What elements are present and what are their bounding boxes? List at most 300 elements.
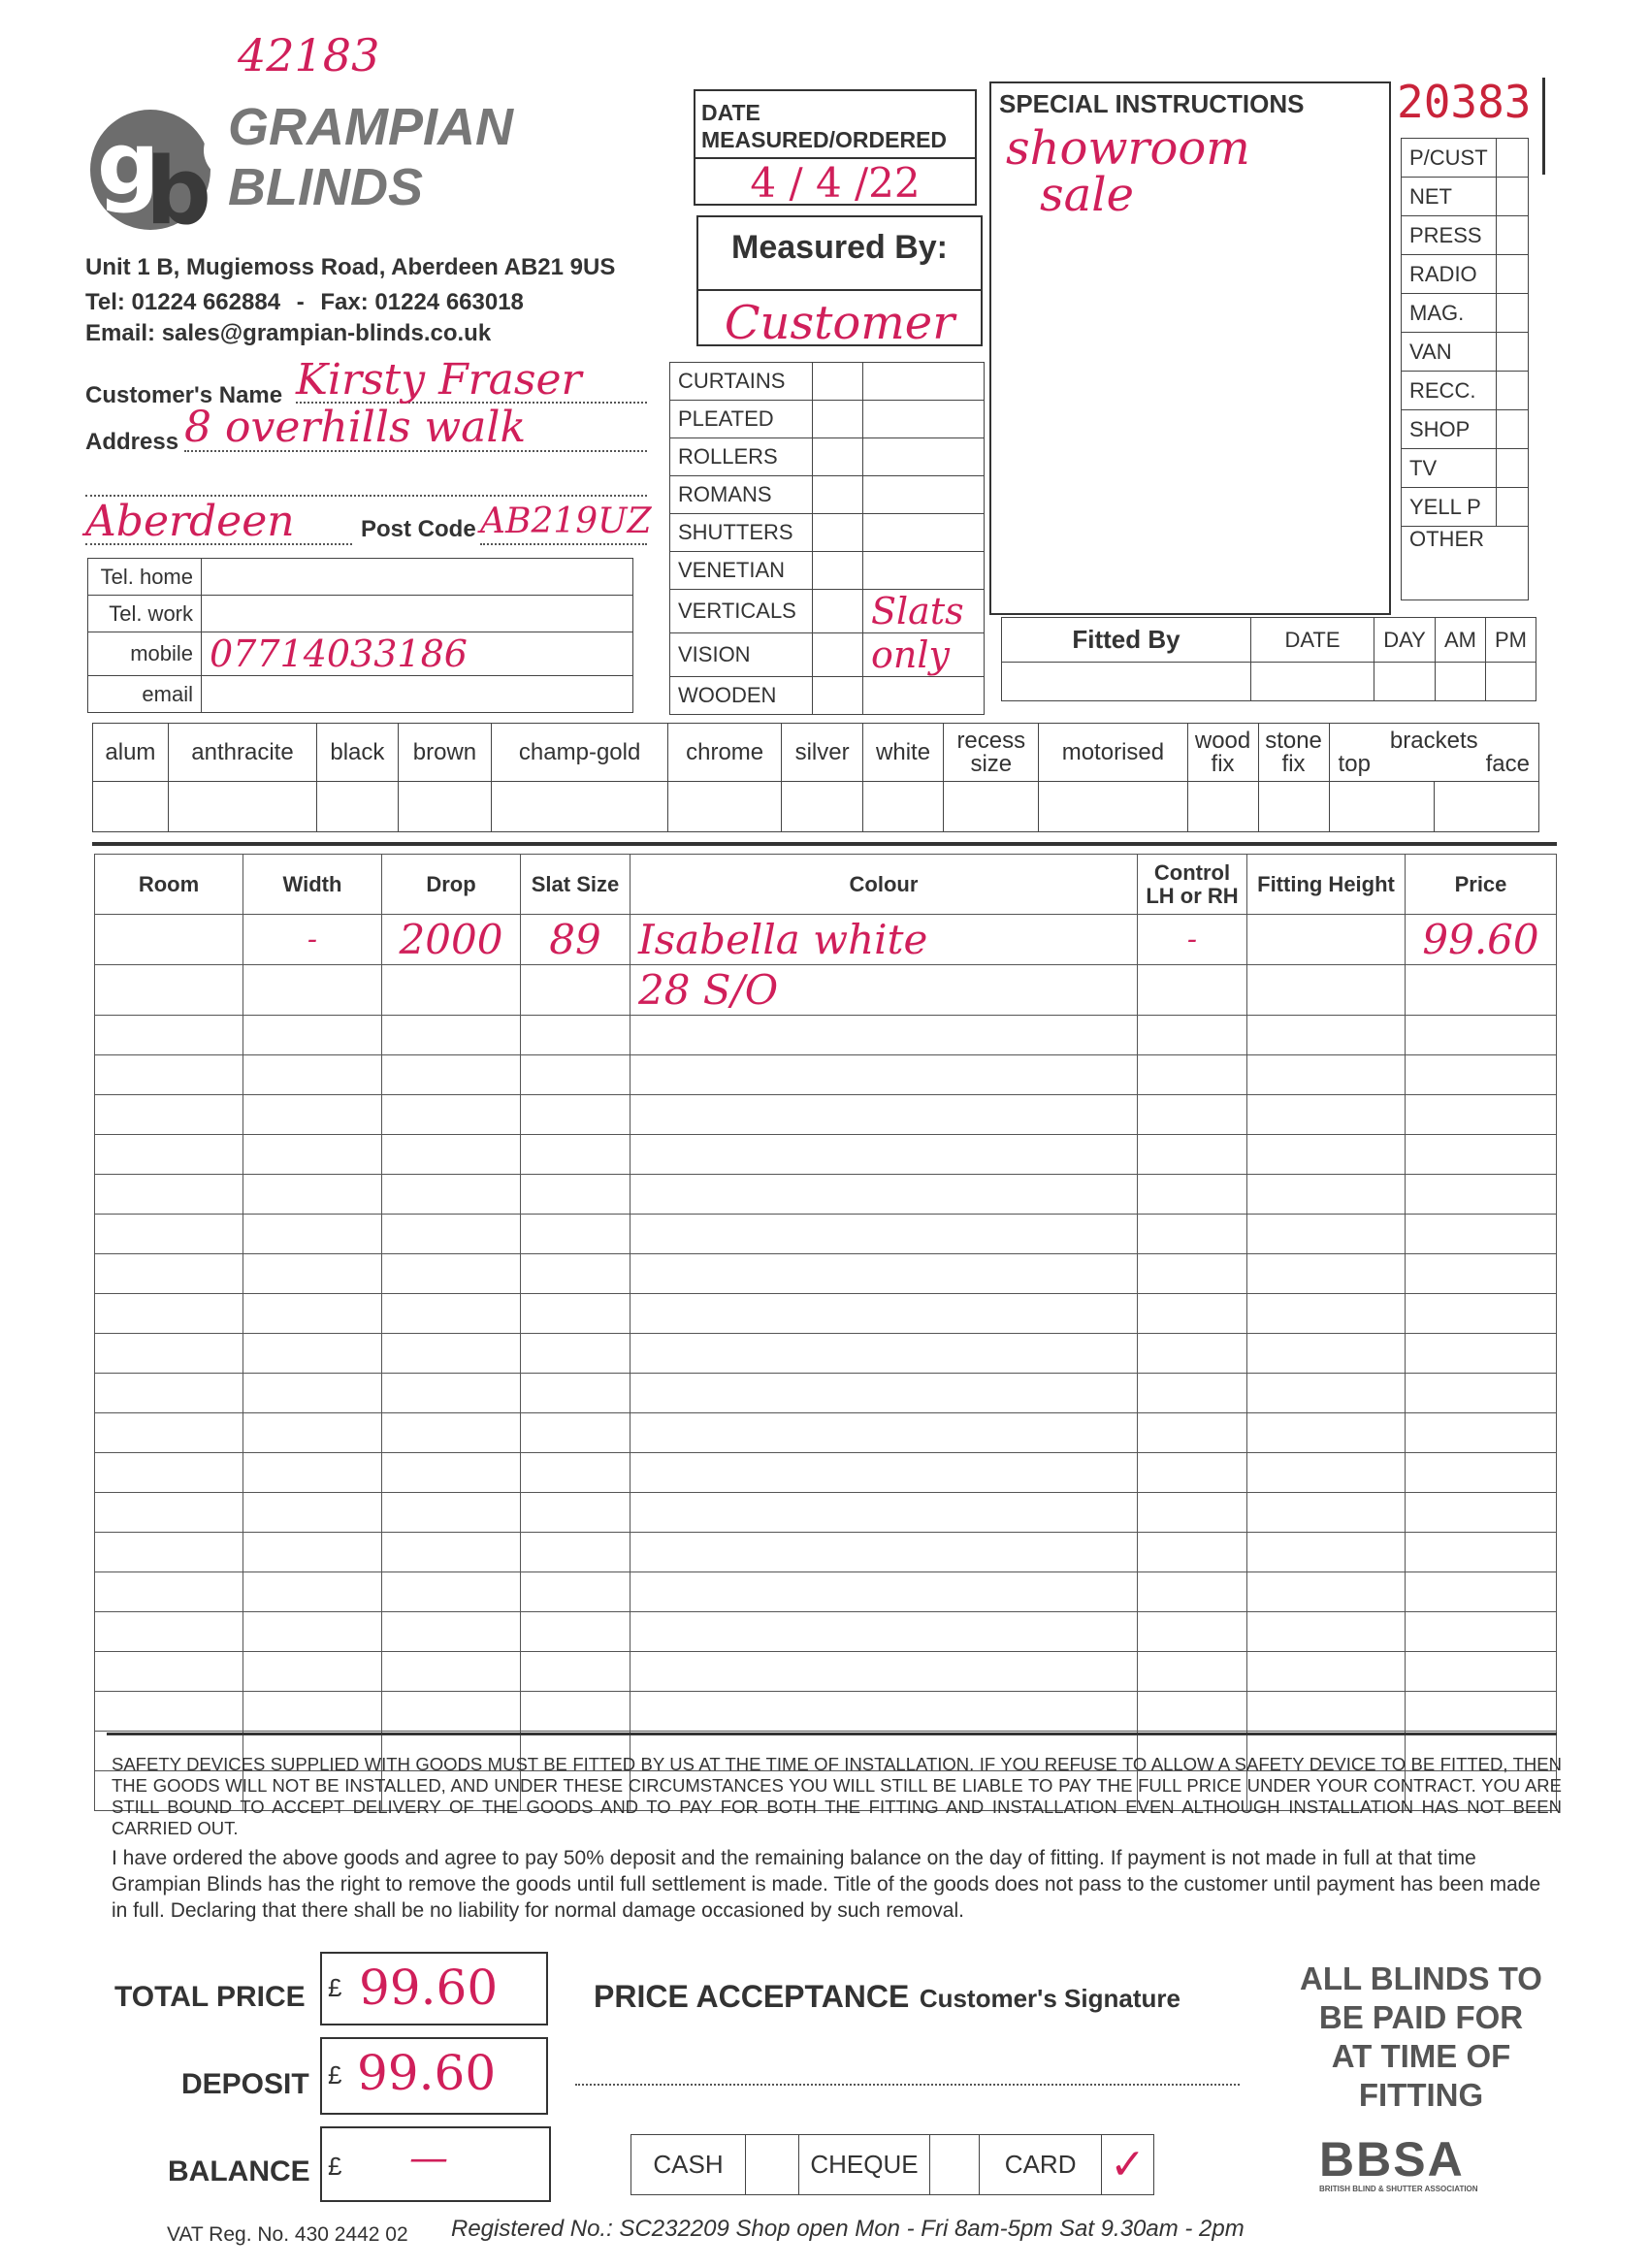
source-checkbox[interactable] xyxy=(1496,178,1528,216)
cell-control[interactable] xyxy=(1138,965,1247,1016)
cell[interactable] xyxy=(1247,1294,1406,1334)
cell[interactable] xyxy=(1247,1016,1406,1055)
cell[interactable] xyxy=(1406,1254,1557,1294)
cell[interactable] xyxy=(521,1692,630,1732)
cell[interactable] xyxy=(521,1374,630,1413)
finish-checkbox[interactable] xyxy=(782,782,862,832)
cell[interactable] xyxy=(1406,1175,1557,1215)
finish-checkbox[interactable] xyxy=(667,782,781,832)
cell[interactable] xyxy=(521,1572,630,1612)
product-note-1: Slats xyxy=(863,590,985,633)
col-width: Width xyxy=(243,855,382,915)
cell-room[interactable] xyxy=(95,915,243,965)
cell[interactable] xyxy=(243,1055,382,1095)
finish-option: brown xyxy=(398,724,492,782)
cell-fitting[interactable] xyxy=(1247,965,1406,1016)
cell[interactable] xyxy=(95,1016,243,1055)
cell[interactable] xyxy=(243,1135,382,1175)
special-instructions-box xyxy=(989,81,1391,615)
cell[interactable] xyxy=(382,1095,521,1135)
phone-table xyxy=(87,558,633,713)
finish-checkbox[interactable] xyxy=(398,782,492,832)
finish-checkbox[interactable] xyxy=(1329,782,1434,832)
finish-checkbox[interactable] xyxy=(944,782,1039,832)
cell[interactable] xyxy=(243,1533,382,1572)
total-field[interactable] xyxy=(320,1952,548,2025)
cell-width[interactable]: - xyxy=(243,915,382,965)
cell[interactable] xyxy=(95,1055,243,1095)
balance-value: — xyxy=(409,2136,448,2181)
cell[interactable] xyxy=(521,1493,630,1533)
special-instructions-label: SPECIAL INSTRUCTIONS xyxy=(999,89,1305,118)
cell-slat[interactable] xyxy=(521,965,630,1016)
cell[interactable] xyxy=(1406,1692,1557,1732)
cell[interactable] xyxy=(243,1016,382,1055)
cell[interactable] xyxy=(1247,1215,1406,1254)
cell[interactable] xyxy=(1138,1095,1247,1135)
finish-checkbox[interactable] xyxy=(168,782,316,832)
cell[interactable] xyxy=(243,1334,382,1374)
phone-label: Tel. work xyxy=(88,596,202,632)
cell[interactable] xyxy=(95,1533,243,1572)
finish-option: white xyxy=(862,724,943,782)
cell[interactable] xyxy=(1406,1215,1557,1254)
cell[interactable] xyxy=(243,1612,382,1652)
finish-motorised: motorised xyxy=(1039,724,1187,782)
phone-field[interactable] xyxy=(202,676,633,713)
cell[interactable] xyxy=(1138,1413,1247,1453)
cell[interactable] xyxy=(1247,1254,1406,1294)
cell[interactable] xyxy=(1138,1334,1247,1374)
cell[interactable] xyxy=(630,1135,1138,1175)
product-note-2: only xyxy=(863,633,985,677)
fitted-by-field[interactable] xyxy=(1002,663,1251,701)
product-item: WOODEN xyxy=(670,677,813,715)
address-label: Address xyxy=(85,429,179,455)
cash-checkbox[interactable] xyxy=(745,2135,798,2195)
cell[interactable] xyxy=(521,1016,630,1055)
fitted-am-field[interactable] xyxy=(1436,663,1486,701)
cell[interactable] xyxy=(521,1334,630,1374)
product-checkbox[interactable] xyxy=(813,363,863,401)
cell[interactable] xyxy=(1138,1652,1247,1692)
source-checkbox[interactable] xyxy=(1496,216,1528,255)
product-item: VERTICALS xyxy=(670,590,813,633)
cell[interactable] xyxy=(382,1572,521,1612)
cell[interactable] xyxy=(382,1016,521,1055)
measured-by-box xyxy=(696,215,983,350)
finish-checkbox[interactable] xyxy=(492,782,668,832)
finish-option: chrome xyxy=(667,724,781,782)
product-note-cell xyxy=(863,438,985,476)
cell[interactable] xyxy=(1247,1652,1406,1692)
cell[interactable] xyxy=(521,1135,630,1175)
cell[interactable] xyxy=(630,1652,1138,1692)
cell[interactable] xyxy=(95,1175,243,1215)
cell[interactable] xyxy=(630,1016,1138,1055)
cell[interactable] xyxy=(1138,1374,1247,1413)
col-room: Room xyxy=(95,855,243,915)
finish-checkbox[interactable] xyxy=(862,782,943,832)
table-top-rule xyxy=(92,842,1557,846)
product-checkbox[interactable] xyxy=(813,438,863,476)
cell[interactable] xyxy=(630,1334,1138,1374)
cell[interactable] xyxy=(95,1652,243,1692)
source-checkbox[interactable] xyxy=(1496,372,1528,410)
cell[interactable] xyxy=(1247,1572,1406,1612)
cell[interactable] xyxy=(382,1453,521,1493)
postcode-label: Post Code xyxy=(361,516,476,542)
cell[interactable] xyxy=(1138,1493,1247,1533)
cell[interactable] xyxy=(382,1374,521,1413)
source-checkbox[interactable] xyxy=(1496,333,1528,372)
product-checkbox[interactable] xyxy=(813,401,863,438)
cell[interactable] xyxy=(243,1215,382,1254)
cell[interactable] xyxy=(630,1572,1138,1612)
cell[interactable] xyxy=(1247,1334,1406,1374)
cell-colour-note[interactable]: 28 S/O xyxy=(630,965,1138,1016)
col-fitting: Fitting Height xyxy=(1247,855,1406,915)
cheque-checkbox[interactable] xyxy=(929,2135,979,2195)
cell[interactable] xyxy=(1138,1453,1247,1493)
cell[interactable] xyxy=(1138,1533,1247,1572)
table-row xyxy=(95,1692,1557,1732)
logo-line2: BLINDS xyxy=(228,158,423,216)
product-item: VENETIAN xyxy=(670,552,813,590)
cell[interactable] xyxy=(521,1533,630,1572)
company-phones xyxy=(85,289,524,316)
cell[interactable] xyxy=(521,1055,630,1095)
cell[interactable] xyxy=(521,1254,630,1294)
currency-symbol: £ xyxy=(328,2060,342,2090)
agreement-text: I have ordered the above goods and agree to pay 50% deposit and the remaining balance on the day of fitting. If payment is not made in full at that time Grampian Blinds has the right to remove the goods until full settlement is made. Title of the goods does not pass to the customer until payment has been made in full. Declaring that there shall be no liability for normal damage occasioned by such removal. xyxy=(112,1847,1541,1922)
cell[interactable] xyxy=(243,1294,382,1334)
fitted-by-label: Fitted By xyxy=(1002,618,1251,663)
cell[interactable] xyxy=(243,1095,382,1135)
source-checkbox[interactable] xyxy=(1496,255,1528,294)
payment-card: CARD xyxy=(980,2135,1102,2195)
table-row xyxy=(95,1016,1557,1055)
top-note: 42183 xyxy=(238,29,380,81)
col-drop: Drop xyxy=(382,855,521,915)
cell[interactable] xyxy=(521,1095,630,1135)
cell[interactable] xyxy=(382,1334,521,1374)
product-checkbox[interactable] xyxy=(813,552,863,590)
product-note-cell xyxy=(863,401,985,438)
cell[interactable] xyxy=(95,1692,243,1732)
table-row xyxy=(95,915,1557,965)
source-item: YELL P xyxy=(1402,488,1497,527)
deposit-field[interactable] xyxy=(320,2037,548,2115)
cell[interactable] xyxy=(95,1493,243,1533)
cell[interactable] xyxy=(243,1374,382,1413)
cell[interactable] xyxy=(521,1612,630,1652)
city-field[interactable] xyxy=(85,497,352,546)
cell[interactable] xyxy=(630,1493,1138,1533)
notice-line-1: ALL BLINDS TO xyxy=(1300,1960,1542,1996)
currency-symbol: £ xyxy=(328,1973,342,2002)
cell[interactable] xyxy=(630,1055,1138,1095)
cell[interactable] xyxy=(630,1374,1138,1413)
address-field-1[interactable] xyxy=(184,405,647,452)
source-checkbox[interactable] xyxy=(1496,410,1528,449)
product-checkbox[interactable] xyxy=(813,590,863,633)
product-checkbox[interactable] xyxy=(813,633,863,677)
payment-cash: CASH xyxy=(631,2135,746,2195)
cell[interactable] xyxy=(1406,1055,1557,1095)
cell[interactable] xyxy=(1406,1016,1557,1055)
cell[interactable] xyxy=(243,1413,382,1453)
cell-fitting[interactable] xyxy=(1247,915,1406,965)
source-checkbox[interactable] xyxy=(1496,294,1528,333)
product-note-cell xyxy=(863,363,985,401)
cell[interactable] xyxy=(95,1453,243,1493)
cell-slat[interactable]: 89 xyxy=(521,915,630,965)
postcode-field[interactable] xyxy=(480,500,652,545)
cell[interactable] xyxy=(243,1652,382,1692)
cell[interactable] xyxy=(1406,1294,1557,1334)
cell[interactable] xyxy=(630,1175,1138,1215)
product-item: PLEATED xyxy=(670,401,813,438)
cell[interactable] xyxy=(382,1135,521,1175)
cell[interactable] xyxy=(1247,1493,1406,1533)
cell[interactable] xyxy=(1138,1135,1247,1175)
cell[interactable] xyxy=(521,1413,630,1453)
phone-label: email xyxy=(88,676,202,713)
special-value-2: sale xyxy=(1040,168,1135,222)
cell[interactable] xyxy=(95,1334,243,1374)
cell[interactable] xyxy=(521,1294,630,1334)
cell[interactable] xyxy=(1247,1692,1406,1732)
finish-option: champ-gold xyxy=(492,724,668,782)
col-colour: Colour xyxy=(630,855,1138,915)
cell[interactable] xyxy=(382,1215,521,1254)
finish-brackets xyxy=(1329,724,1538,782)
cell[interactable] xyxy=(1406,1095,1557,1135)
product-checkbox[interactable] xyxy=(813,476,863,514)
fitted-date-label: DATE xyxy=(1251,618,1374,663)
cell[interactable] xyxy=(630,1413,1138,1453)
bbsa-logo xyxy=(1319,2134,1552,2193)
cell[interactable] xyxy=(382,1692,521,1732)
cell[interactable] xyxy=(1406,1572,1557,1612)
cell[interactable] xyxy=(382,1612,521,1652)
cell[interactable] xyxy=(630,1095,1138,1135)
cell[interactable] xyxy=(382,1294,521,1334)
cell[interactable] xyxy=(521,1652,630,1692)
cell[interactable] xyxy=(95,1215,243,1254)
source-checkbox[interactable] xyxy=(1496,449,1528,488)
order-number: 20383 xyxy=(1397,76,1532,128)
cell[interactable] xyxy=(243,1254,382,1294)
city-value: Aberdeen xyxy=(85,497,295,546)
cell-room[interactable] xyxy=(95,965,243,1016)
cell[interactable] xyxy=(1406,1453,1557,1493)
cell[interactable] xyxy=(1406,1493,1557,1533)
cell[interactable] xyxy=(95,1374,243,1413)
cell[interactable] xyxy=(1138,1215,1247,1254)
cell[interactable] xyxy=(1247,1453,1406,1493)
signature-line[interactable] xyxy=(575,2064,1240,2086)
cell[interactable] xyxy=(630,1533,1138,1572)
cell[interactable] xyxy=(1247,1095,1406,1135)
logo-mark-icon xyxy=(87,92,233,238)
fitted-pm-field[interactable] xyxy=(1486,663,1536,701)
cell[interactable] xyxy=(95,1413,243,1453)
product-checkbox[interactable] xyxy=(813,514,863,552)
phone-field[interactable]: 07714033186 xyxy=(202,632,633,676)
cell[interactable] xyxy=(630,1692,1138,1732)
cell[interactable] xyxy=(382,1175,521,1215)
cell[interactable] xyxy=(1247,1135,1406,1175)
source-checkbox[interactable] xyxy=(1496,139,1528,178)
cell[interactable] xyxy=(1247,1175,1406,1215)
balance-field[interactable] xyxy=(320,2126,551,2202)
cell-drop[interactable] xyxy=(382,965,521,1016)
finish-checkbox[interactable] xyxy=(1039,782,1187,832)
cell[interactable] xyxy=(1406,1135,1557,1175)
address-field-2[interactable] xyxy=(85,468,647,497)
bbsa-sub: BRITISH BLIND & SHUTTER ASSOCIATION xyxy=(1319,2185,1478,2193)
cell[interactable] xyxy=(1247,1533,1406,1572)
cell[interactable] xyxy=(1247,1612,1406,1652)
cell[interactable] xyxy=(95,1294,243,1334)
table-row xyxy=(95,1334,1557,1374)
cell[interactable] xyxy=(243,1572,382,1612)
fitted-date-field[interactable] xyxy=(1251,663,1374,701)
cell[interactable] xyxy=(1138,1572,1247,1612)
source-item: VAN xyxy=(1402,333,1497,372)
cell[interactable] xyxy=(1138,1055,1247,1095)
customer-name-label: Customer's Name xyxy=(85,382,283,408)
product-item: VISION xyxy=(670,633,813,677)
cell[interactable] xyxy=(1247,1374,1406,1413)
finish-checkbox[interactable] xyxy=(1258,782,1329,832)
cell[interactable] xyxy=(1138,1175,1247,1215)
source-item: TV xyxy=(1402,449,1497,488)
finish-checkbox[interactable] xyxy=(1434,782,1538,832)
col-slat: Slat Size xyxy=(521,855,630,915)
customer-name-field[interactable] xyxy=(296,355,647,405)
date-label-1: DATE xyxy=(701,100,760,125)
table-row xyxy=(95,1453,1557,1493)
cell-colour[interactable]: Isabella white xyxy=(630,915,1138,965)
finish-recess: recess size xyxy=(944,724,1039,782)
cell[interactable] xyxy=(1406,1334,1557,1374)
table-row xyxy=(95,1215,1557,1254)
finish-checkbox[interactable] xyxy=(317,782,398,832)
product-note-cell xyxy=(863,514,985,552)
cell[interactable] xyxy=(630,1294,1138,1334)
company-tel: Tel: 01224 662884 xyxy=(85,289,281,315)
source-item: SHOP xyxy=(1402,410,1497,449)
cell[interactable] xyxy=(1138,1612,1247,1652)
cell[interactable] xyxy=(95,1572,243,1612)
cell[interactable] xyxy=(630,1612,1138,1652)
finish-option: silver xyxy=(782,724,862,782)
table-row xyxy=(95,1294,1557,1334)
cell[interactable] xyxy=(243,1175,382,1215)
date-value: 4 / 4 /22 xyxy=(750,159,921,207)
cell[interactable] xyxy=(243,1453,382,1493)
finish-checkbox[interactable] xyxy=(93,782,169,832)
cell-price[interactable] xyxy=(1406,965,1557,1016)
cell-price[interactable]: 99.60 xyxy=(1406,915,1557,965)
phone-label: mobile xyxy=(88,632,202,676)
cell[interactable] xyxy=(95,1095,243,1135)
cell[interactable] xyxy=(95,1254,243,1294)
cell[interactable] xyxy=(1406,1612,1557,1652)
safety-notice: SAFETY DEVICES SUPPLIED WITH GOODS MUST BE FITTED BY US AT THE TIME OF INSTALLATION. IF YOU REFUSE TO ALLOW A SAFETY DEVICE TO BE FITTED, THEN THE GOODS WILL NOT BE INSTALLED, AND UNDER THESE CIRCUMSTANCES YOU WILL STILL BE LIABLE TO PAY THE FULL PRICE UNDER YOUR CONTRACT. YOU ARE STILL BOUND TO ACCEPT DELIVERY OF THE GOODS AND TO PAY FOR BOTH THE FITTING AND INSTALLATION EVEN ALTHOUGH INSTALLATION HAS NOT BEEN CARRIED OUT. xyxy=(112,1754,1562,1838)
phone-field[interactable] xyxy=(202,596,633,632)
cell[interactable] xyxy=(1406,1374,1557,1413)
cell[interactable] xyxy=(382,1533,521,1572)
cell[interactable] xyxy=(1138,1016,1247,1055)
cell-width[interactable] xyxy=(243,965,382,1016)
col-control: Control LH or RH xyxy=(1138,855,1247,915)
company-logo xyxy=(87,92,233,238)
cell[interactable] xyxy=(630,1215,1138,1254)
table-row xyxy=(95,1413,1557,1453)
cell[interactable] xyxy=(1247,1055,1406,1095)
product-table xyxy=(669,362,985,715)
cell[interactable] xyxy=(1247,1413,1406,1453)
cell[interactable] xyxy=(630,1254,1138,1294)
total-value: 99.60 xyxy=(359,1960,499,2016)
cell[interactable] xyxy=(521,1453,630,1493)
source-checkbox[interactable] xyxy=(1496,488,1528,527)
cell[interactable] xyxy=(243,1493,382,1533)
product-checkbox[interactable] xyxy=(813,677,863,715)
cell[interactable] xyxy=(1138,1692,1247,1732)
fitted-pm-label: PM xyxy=(1486,618,1536,663)
phone-field[interactable] xyxy=(202,559,633,596)
cell[interactable] xyxy=(1406,1533,1557,1572)
cell-drop[interactable]: 2000 xyxy=(382,915,521,965)
product-note-cell xyxy=(863,476,985,514)
cell[interactable] xyxy=(382,1493,521,1533)
cell[interactable] xyxy=(630,1453,1138,1493)
cell[interactable] xyxy=(1406,1413,1557,1453)
cell[interactable] xyxy=(243,1692,382,1732)
cell[interactable] xyxy=(95,1612,243,1652)
cell[interactable] xyxy=(1406,1652,1557,1692)
product-item: CURTAINS xyxy=(670,363,813,401)
table-row xyxy=(95,965,1557,1016)
cell[interactable] xyxy=(382,1652,521,1692)
cell[interactable] xyxy=(521,1175,630,1215)
fitted-day-field[interactable] xyxy=(1374,663,1436,701)
card-checkbox[interactable]: ✓ xyxy=(1102,2135,1154,2195)
cell[interactable] xyxy=(1138,1294,1247,1334)
cell[interactable] xyxy=(521,1215,630,1254)
cell[interactable] xyxy=(95,1135,243,1175)
cell[interactable] xyxy=(382,1055,521,1095)
signature-label: Customer's Signature xyxy=(919,1984,1180,2013)
cell[interactable] xyxy=(382,1254,521,1294)
brackets-top: top xyxy=(1338,750,1371,777)
cell[interactable] xyxy=(1138,1254,1247,1294)
finish-checkbox[interactable] xyxy=(1187,782,1258,832)
cell[interactable] xyxy=(382,1413,521,1453)
source-item: MAG. xyxy=(1402,294,1497,333)
measured-by-label: Measured By: xyxy=(698,217,981,291)
date-measured-box xyxy=(694,89,977,206)
table-row xyxy=(95,1493,1557,1533)
cell-control[interactable]: - xyxy=(1138,915,1247,965)
fitted-am-label: AM xyxy=(1436,618,1486,663)
deposit-value: 99.60 xyxy=(357,2045,497,2101)
